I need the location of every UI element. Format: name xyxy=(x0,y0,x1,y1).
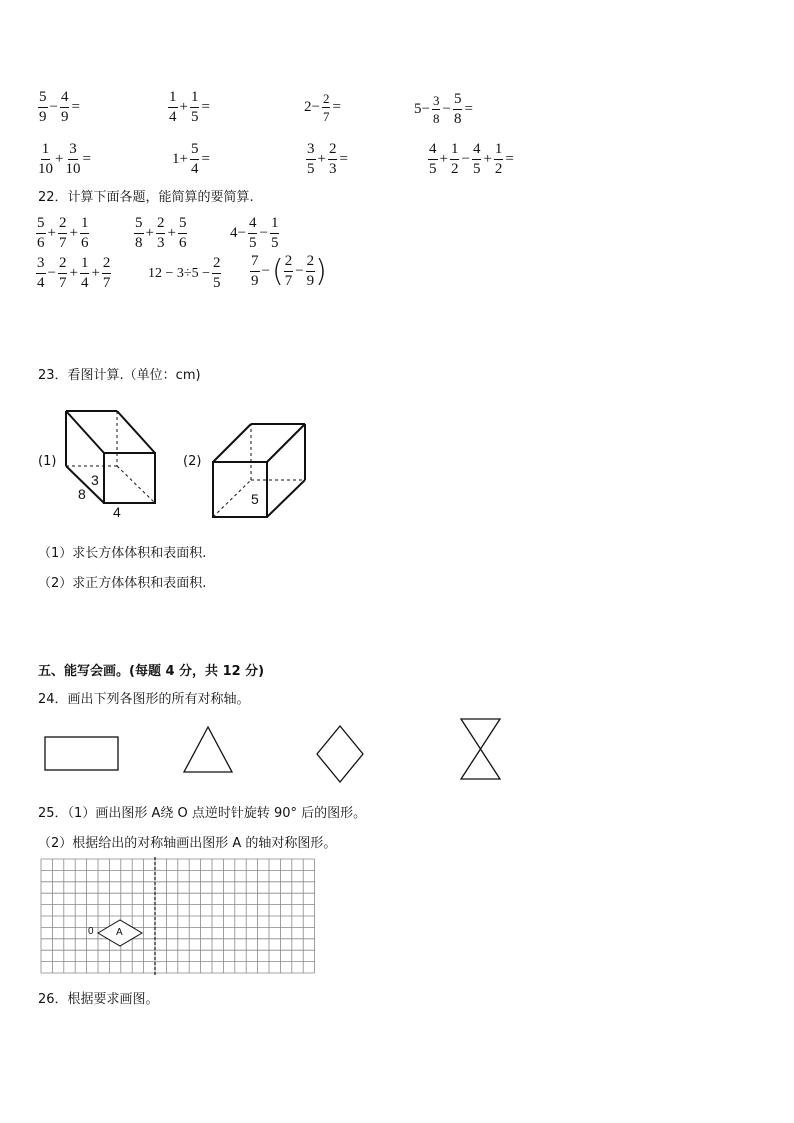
fraction: $\frac{1}{4}$ xyxy=(80,255,89,291)
triangle-shape xyxy=(184,727,232,772)
q23-title: 23．看图计算.（单位：cm) xyxy=(38,368,201,383)
dim-width-label: 4 xyxy=(113,504,121,520)
q23-sub2: （2）求正方体体积和表面积. xyxy=(38,576,207,591)
fraction: $\frac{2}{7}$ xyxy=(102,255,111,291)
q22-e3: 4− $\frac{4}{5}$ − $\frac{1}{5}$ xyxy=(230,215,279,251)
fraction: $\frac{3}{8}$ xyxy=(432,93,440,126)
q22-e5: 12 − 3÷5 − $\frac{2}{5}$ xyxy=(148,255,221,291)
rectangle-shape xyxy=(45,737,118,770)
q21-r2-e3: $\frac{3}{5}$ + $\frac{2}{3}$ = xyxy=(307,141,348,177)
fraction: $\frac{5}{8}$ xyxy=(453,91,462,127)
fraction: $\frac{1}{5}$ xyxy=(270,215,279,251)
fig2-label: (2) xyxy=(183,454,202,469)
fraction: $\frac{3}{4}$ xyxy=(37,255,45,291)
shape-a-label: A xyxy=(116,927,123,938)
q21-r2-e2: 1+ $\frac{5}{4}$ = xyxy=(172,141,210,177)
fraction: $\frac{4}{5}$ xyxy=(248,215,257,251)
fraction: $\frac{3}{10}$ xyxy=(65,141,81,177)
q22-e6: $\frac{7}{9}$ − ( $\frac{2}{7}$ − $\frac{2}{9}$ ) xyxy=(251,253,327,289)
q26-title: 26．根据要求画图。 xyxy=(38,992,159,1007)
fraction: $\frac{2}{5}$ xyxy=(212,255,221,291)
fraction: $\frac{4}{5}$ xyxy=(429,141,437,177)
rhombus-shape xyxy=(317,726,363,782)
fraction: $\frac{2}{3}$ xyxy=(328,141,337,177)
fraction: $\frac{1}{2}$ xyxy=(450,141,459,177)
section5-title: 五、能写会画。(每题 4 分，共 12 分) xyxy=(38,664,265,679)
fraction: $\frac{5}{9}$ xyxy=(39,89,47,125)
fraction: $\frac{1}{6}$ xyxy=(80,215,89,251)
dim-depth-label: 8 xyxy=(78,486,86,502)
fraction: $\frac{4}{9}$ xyxy=(60,89,69,125)
fraction: $\frac{1}{5}$ xyxy=(190,89,199,125)
cube-figure xyxy=(208,420,318,520)
q21-r1-e1: $\frac{5}{9}$ − $\frac{4}{9}$ = xyxy=(39,89,80,125)
q21-r2-e1: $\frac{1}{10}$ + $\frac{3}{10}$ = xyxy=(38,141,91,177)
fraction: $\frac{5}{6}$ xyxy=(178,215,187,251)
dim-cube-label: 5 xyxy=(251,491,259,507)
q24-shapes xyxy=(40,715,560,785)
q22-e4: $\frac{3}{4}$ − $\frac{2}{7}$ + $\frac{1}{4}$ + $\frac{2}{7}$ xyxy=(37,255,111,291)
q25-line1: 25．（1）画出图形 A绕 O 点逆时针旋转 90° 后的图形。 xyxy=(38,806,367,821)
q21-r2-e4: $\frac{4}{5}$ + $\frac{1}{2}$ − $\frac{4}{5}$ + $\frac{1}{2}$ = xyxy=(429,141,514,177)
fraction: $\frac{1}{10}$ xyxy=(38,141,53,177)
fraction: $\frac{1}{4}$ xyxy=(169,89,177,125)
point-o-label: 0 xyxy=(88,926,94,937)
q25-line2: （2）根据给出的对称轴画出图形 A 的轴对称图形。 xyxy=(38,836,337,851)
fraction: $\frac{2}{3}$ xyxy=(156,215,165,251)
dim-height-label: 3 xyxy=(91,472,99,488)
fraction: $\frac{2}{7}$ xyxy=(284,253,293,289)
fraction: $\frac{7}{9}$ xyxy=(251,253,259,289)
fraction: $\frac{5}{6}$ xyxy=(37,215,45,251)
q22-e2: $\frac{5}{8}$ + $\frac{2}{3}$ + $\frac{5}{6}$ xyxy=(135,215,187,251)
grid-paper xyxy=(40,858,314,976)
q21-r1-e3: 2− $\frac{2}{7}$ = xyxy=(304,91,341,124)
q22-e1: $\frac{5}{6}$ + $\frac{2}{7}$ + $\frac{1}{6}$ xyxy=(37,215,89,251)
fraction: $\frac{2}{7}$ xyxy=(322,91,330,124)
fraction: $\frac{3}{5}$ xyxy=(307,141,315,177)
fraction: $\frac{4}{5}$ xyxy=(472,141,481,177)
q21-r1-e4: 5− $\frac{3}{8}$ − $\frac{5}{8}$ = xyxy=(414,91,473,127)
fraction: $\frac{2}{7}$ xyxy=(58,255,67,291)
q21-r1-e2: $\frac{1}{4}$ + $\frac{1}{5}$ = xyxy=(169,89,210,125)
fraction: $\frac{5}{8}$ xyxy=(135,215,143,251)
fraction: $\frac{2}{7}$ xyxy=(58,215,67,251)
fraction: $\frac{5}{4}$ xyxy=(190,141,199,177)
q22-title: 22．计算下面各题，能简算的要简算. xyxy=(38,190,254,205)
fraction: $\frac{2}{9}$ xyxy=(306,253,315,289)
q24-title: 24．画出下列各图形的所有对称轴。 xyxy=(38,692,250,707)
hourglass-shape xyxy=(461,719,500,779)
q23-sub1: （1）求长方体体积和表面积. xyxy=(38,546,207,561)
fraction: $\frac{1}{2}$ xyxy=(494,141,503,177)
fig1-label: (1) xyxy=(38,454,57,469)
